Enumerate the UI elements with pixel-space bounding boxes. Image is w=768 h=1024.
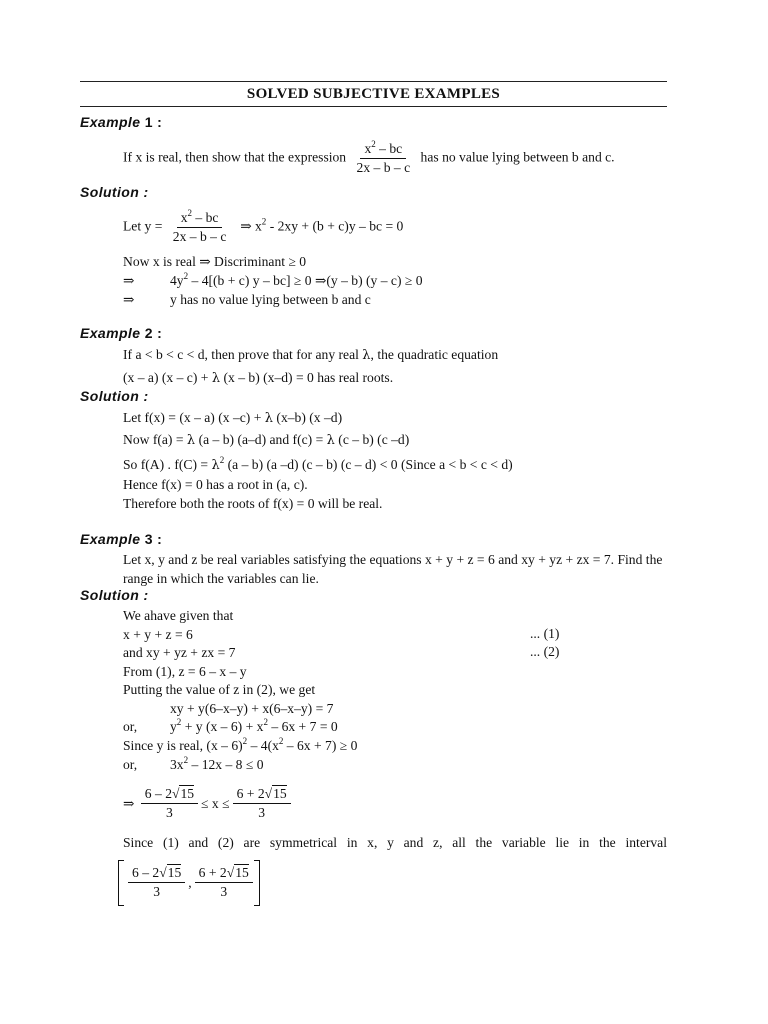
- question-text: (x – a) (x – c) +: [123, 370, 212, 385]
- exponent: 2: [183, 755, 189, 765]
- math-text: 6 – 2: [132, 865, 160, 880]
- question-text: If a < b < c < d, then prove that for any real: [123, 347, 363, 362]
- implies-arrow: ⇒: [240, 218, 252, 234]
- math-text: 6 + 2: [236, 786, 265, 801]
- ex1-solution-line-4: [123, 291, 134, 308]
- example-1-heading: [80, 114, 162, 130]
- example-3-question-line-2: range in which the variables can lie.: [123, 571, 319, 586]
- question-text-end: has no value lying between b and c.: [420, 149, 615, 165]
- ex2-solution-line-3: [123, 456, 513, 474]
- ex3-line-from-1: From (1), z = 6 – x – y: [123, 664, 247, 679]
- page-title: SOLVED SUBJECTIVE EXAMPLES: [246, 86, 501, 102]
- solution-text: (x–b) (x –d): [273, 410, 343, 425]
- frac-num-exponent: 2: [371, 139, 376, 149]
- math-text: – 12x – 8: [188, 757, 246, 772]
- ex1-conclusion: y has no value lying between b and c: [170, 292, 371, 307]
- ex3-line-or-2-label: or,: [123, 757, 138, 772]
- ex1-solution-line-3-body: [170, 272, 423, 289]
- example-2-question-line-1: [123, 346, 498, 364]
- ge-sign: ≥: [293, 273, 302, 288]
- let-y-text: Let y =: [123, 218, 163, 234]
- example-3-number: 3 :: [144, 531, 163, 547]
- interval-comma: ,: [188, 875, 192, 890]
- ex3-equation-2-tag: ... (2): [530, 644, 560, 659]
- ex2-solution-line-4: Hence f(x) = 0 has a root in (a, c).: [123, 477, 308, 492]
- discriminant-text: Discriminant: [210, 254, 289, 269]
- ex3-line-putting: Putting the value of z in (2), we get: [123, 682, 316, 697]
- ex1-solution-line-2: [123, 253, 306, 270]
- implies-arrow: ⇒: [314, 273, 327, 288]
- lambda-symbol: λ: [211, 371, 221, 386]
- radicand: 15: [273, 786, 287, 801]
- ge-sign: ≥: [288, 254, 296, 269]
- ex3-line-quadratic-x: [170, 756, 264, 773]
- lower-bound-fraction: [141, 786, 198, 821]
- solution-text: (a – b) (a–d) and f(c) =: [195, 432, 327, 447]
- factored-term: (y – b) (y – c): [326, 273, 405, 288]
- sqrt-sign: √: [226, 865, 235, 880]
- sqrt-sign: √: [159, 865, 167, 880]
- title-underline: [80, 106, 667, 107]
- math-text: – 6x + 7): [283, 738, 340, 753]
- ex3-line-substituted: xy + y(6–x–y) + x(6–x–y) = 7: [170, 701, 334, 716]
- solution-text: (a – b) (a –d) (c – b) (c – d) < 0 (Since a < b < c < d): [224, 457, 513, 472]
- exponent: 2: [183, 271, 189, 281]
- math-text: 6 – 2: [144, 786, 172, 801]
- solution-text: Let f(x) = (x – a) (x –c) +: [123, 410, 265, 425]
- exponent: 2: [176, 717, 182, 727]
- implies-arrow: ⇒: [123, 292, 135, 307]
- example-3-question-line-1: Let x, y and z be real variables satisfying the equations x + y + z = 6 and xy + yz + zx = 7. Find the: [123, 552, 663, 567]
- denominator: 3: [220, 884, 228, 899]
- inequality-middle: ≤ x ≤: [201, 796, 230, 811]
- interval-content: [125, 865, 256, 900]
- ex3-line-since-y-real: [123, 737, 357, 754]
- ge-sign: ≥: [339, 738, 348, 753]
- quadratic-exponent: 2: [261, 216, 267, 227]
- exponent: 2: [219, 455, 225, 465]
- math-text: 3x: [170, 757, 184, 772]
- radicand: 15: [167, 865, 182, 880]
- math-text: y: [170, 719, 177, 734]
- interval-lower-fraction: [128, 865, 185, 900]
- implies-arrow: ⇒: [123, 273, 135, 288]
- example-2-number: 2 :: [144, 325, 163, 341]
- upper-bound-fraction: [233, 786, 291, 821]
- exponent: 2: [278, 736, 284, 746]
- interval-bracket: [118, 860, 260, 906]
- lambda-symbol: λ: [326, 433, 335, 448]
- expression-fraction: [353, 141, 415, 176]
- example-3-heading: [80, 531, 162, 547]
- ex3-line-or-1-label: or,: [123, 719, 138, 734]
- example-1-number: 1 :: [144, 114, 163, 130]
- sqrt-sign: √: [171, 786, 180, 801]
- lambda-symbol: λ: [211, 458, 220, 473]
- example-1-word: Example: [80, 114, 141, 130]
- denominator: 3: [153, 884, 161, 899]
- math-text: 0: [253, 757, 264, 772]
- ex3-conclusion: Since (1) and (2) are symmetrical in x, y and z, all the variable lie in the interval: [123, 835, 667, 850]
- ex3-equation-1-tag: ... (1): [530, 626, 560, 641]
- ex3-equation-1: x + y + z = 6: [123, 627, 193, 642]
- denominator: 3: [258, 805, 266, 820]
- frac-denominator: 2x – b – c: [356, 160, 411, 175]
- frac-num-rest: – bc: [375, 141, 403, 156]
- question-text: (x – b) (x–d) = 0 has real roots.: [220, 370, 394, 385]
- now-x-real: Now x is real: [123, 254, 200, 269]
- sqrt-sign: √: [264, 786, 273, 801]
- implies-arrow: ⇒: [199, 254, 211, 269]
- math-text: + y (x – 6) + x: [181, 719, 264, 734]
- example-2-word: Example: [80, 325, 141, 341]
- ex3-line-quadratic-y: [170, 718, 338, 735]
- example-2-solution-heading: Solution :: [80, 388, 149, 404]
- ge-sign: ≥: [404, 273, 413, 288]
- example-3-word: Example: [80, 531, 141, 547]
- question-text: , the quadratic equation: [370, 347, 499, 362]
- math-text: – 6x + 7 = 0: [267, 719, 338, 734]
- example-2-question-line-2: [123, 369, 393, 387]
- le-sign: ≤: [245, 757, 254, 772]
- radicand: 15: [235, 865, 249, 880]
- y-frac-exponent: 2: [187, 208, 193, 218]
- example-1-question: [123, 141, 615, 176]
- quadratic-rest: - 2xy + (b + c)y – bc = 0: [266, 218, 404, 234]
- zero-text: 0: [301, 273, 315, 288]
- solution-text: (c – b) (c –d): [334, 432, 410, 447]
- ex2-solution-line-1: [123, 409, 342, 427]
- solution-text: Now f(a) =: [123, 432, 187, 447]
- ex2-solution-line-5: Therefore both the roots of f(x) = 0 will be real.: [123, 496, 383, 511]
- math-text: 0: [347, 738, 358, 753]
- y-frac-denominator: 2x – b – c: [172, 229, 227, 244]
- ex1-solution-line-3: [123, 272, 134, 289]
- example-2-heading: [80, 325, 162, 341]
- y-frac-num-rest: – bc: [192, 210, 219, 225]
- y-fraction: [169, 210, 231, 245]
- lambda-symbol: λ: [186, 433, 196, 448]
- exponent: 2: [242, 736, 248, 746]
- bracket-term: – 4[(b + c) y – bc]: [188, 273, 294, 288]
- lambda-symbol: λ: [264, 411, 274, 426]
- exponent: 2: [263, 717, 268, 727]
- question-text-start: If x is real, then show that the expression: [123, 149, 347, 165]
- math-text: 6 + 2: [198, 865, 227, 880]
- frac-num-x: x: [364, 141, 372, 156]
- lambda-symbol: λ: [362, 348, 371, 363]
- quadratic-x: x: [251, 218, 262, 234]
- implies-arrow: ⇒: [123, 796, 135, 811]
- ex1-solution-line-1: [123, 210, 403, 245]
- radicand: 15: [180, 786, 195, 801]
- solution-text: So f(A) . f(C) =: [123, 457, 212, 472]
- ex3-line-given: We ahave given that: [123, 608, 234, 623]
- math-text: – 4(x: [247, 738, 279, 753]
- four-y: 4y: [170, 273, 184, 288]
- math-text: Since y is real, (x – 6): [123, 738, 243, 753]
- zero-text: 0: [412, 273, 423, 288]
- zero-text: 0: [295, 254, 307, 269]
- ex3-inequality: [123, 786, 294, 821]
- ex3-equation-2: and xy + yz + zx = 7: [123, 645, 236, 660]
- interval-upper-fraction: [195, 865, 253, 900]
- y-frac-num-x: x: [180, 210, 188, 225]
- example-3-solution-heading: Solution :: [80, 587, 149, 603]
- example-1-solution-heading: Solution :: [80, 184, 149, 200]
- denominator: 3: [166, 805, 173, 820]
- top-rule: [80, 81, 667, 82]
- ex2-solution-line-2: [123, 431, 409, 449]
